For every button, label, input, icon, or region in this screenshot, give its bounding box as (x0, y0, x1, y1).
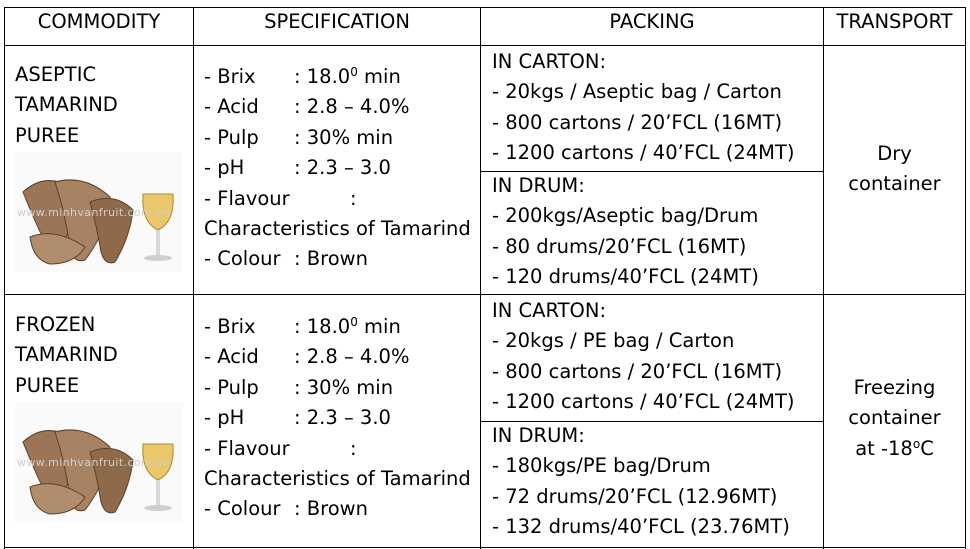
commodity-name: FROZEN TAMARIND PUREE (15, 313, 118, 397)
spec-flavour-value: Characteristics of Tamarind (204, 467, 471, 491)
spec-colour: - Colour : Brown (204, 497, 368, 521)
spec-brix: - Brix : 18.0$^0$ min (204, 65, 401, 88)
table-divider-packing (823, 7, 824, 549)
spec-colour: - Colour : Brown (204, 247, 368, 271)
transport-method: Dry container (848, 142, 941, 196)
header-packing: PACKING (609, 10, 695, 33)
table-divider-commodity (193, 7, 194, 549)
spec-ph: - pH : 2.3 – 3.0 (204, 156, 391, 180)
header-bottom-line (4, 45, 966, 46)
tamarind-photo (15, 152, 183, 272)
tamarind-photo (15, 402, 183, 522)
spec-flavour: - Flavour : (204, 186, 357, 210)
spec-acid: - Acid : 2.8 – 4.0% (204, 345, 410, 369)
packing-drum: IN DRUM: - 200kgs/Aseptic bag/Drum - 80 drums/20’FCL (16MT) - 120 drums/40’FCL (24MT) (492, 174, 759, 289)
packing-carton: IN CARTON: - 20kgs / Aseptic bag / Carton - 800 cartons / 20’FCL (16MT) - 1200 cartons / 40’FCL (24MT) (492, 50, 795, 165)
commodity-name: ASEPTIC TAMARIND PUREE (15, 63, 118, 147)
spec-ph: - pH : 2.3 – 3.0 (204, 406, 391, 430)
specification-list (204, 62, 471, 275)
spec-flavour: - Flavour : (204, 436, 357, 460)
table-divider-spec (480, 7, 481, 549)
header-commodity: COMMODITY (37, 10, 161, 33)
header-specification: SPECIFICATION (264, 10, 410, 33)
watermark-text: www.minhvanfruit.com.vn (17, 206, 171, 219)
row-divider (4, 294, 966, 295)
packing-drum: IN DRUM: - 180kgs/PE bag/Drum - 72 drums/20’FCL (12.96MT) - 132 drums/40’FCL (23.76MT) (492, 424, 790, 539)
table-border-bottom (4, 547, 966, 548)
spec-flavour-value: Characteristics of Tamarind (204, 217, 471, 241)
watermark-text: www.minhvanfruit.com.vn (17, 456, 171, 469)
table-border-left (4, 7, 5, 549)
packing-carton: IN CARTON: - 20kgs / PE bag / Carton - 800 cartons / 20’FCL (16MT) - 1200 cartons / 40’FCL (24MT) (492, 299, 795, 414)
spec-pulp: - Pulp : 30% min (204, 125, 394, 149)
spec-brix: - Brix : 18.0$^0$ min (204, 315, 401, 338)
specification-list (204, 312, 471, 525)
table-border-right (965, 7, 966, 549)
header-transport: TRANSPORT (836, 10, 953, 33)
spec-pulp: - Pulp : 30% min (204, 375, 394, 399)
spec-acid: - Acid : 2.8 – 4.0% (204, 95, 410, 119)
transport-method: Freezing container at -18$^o$C (848, 376, 941, 460)
